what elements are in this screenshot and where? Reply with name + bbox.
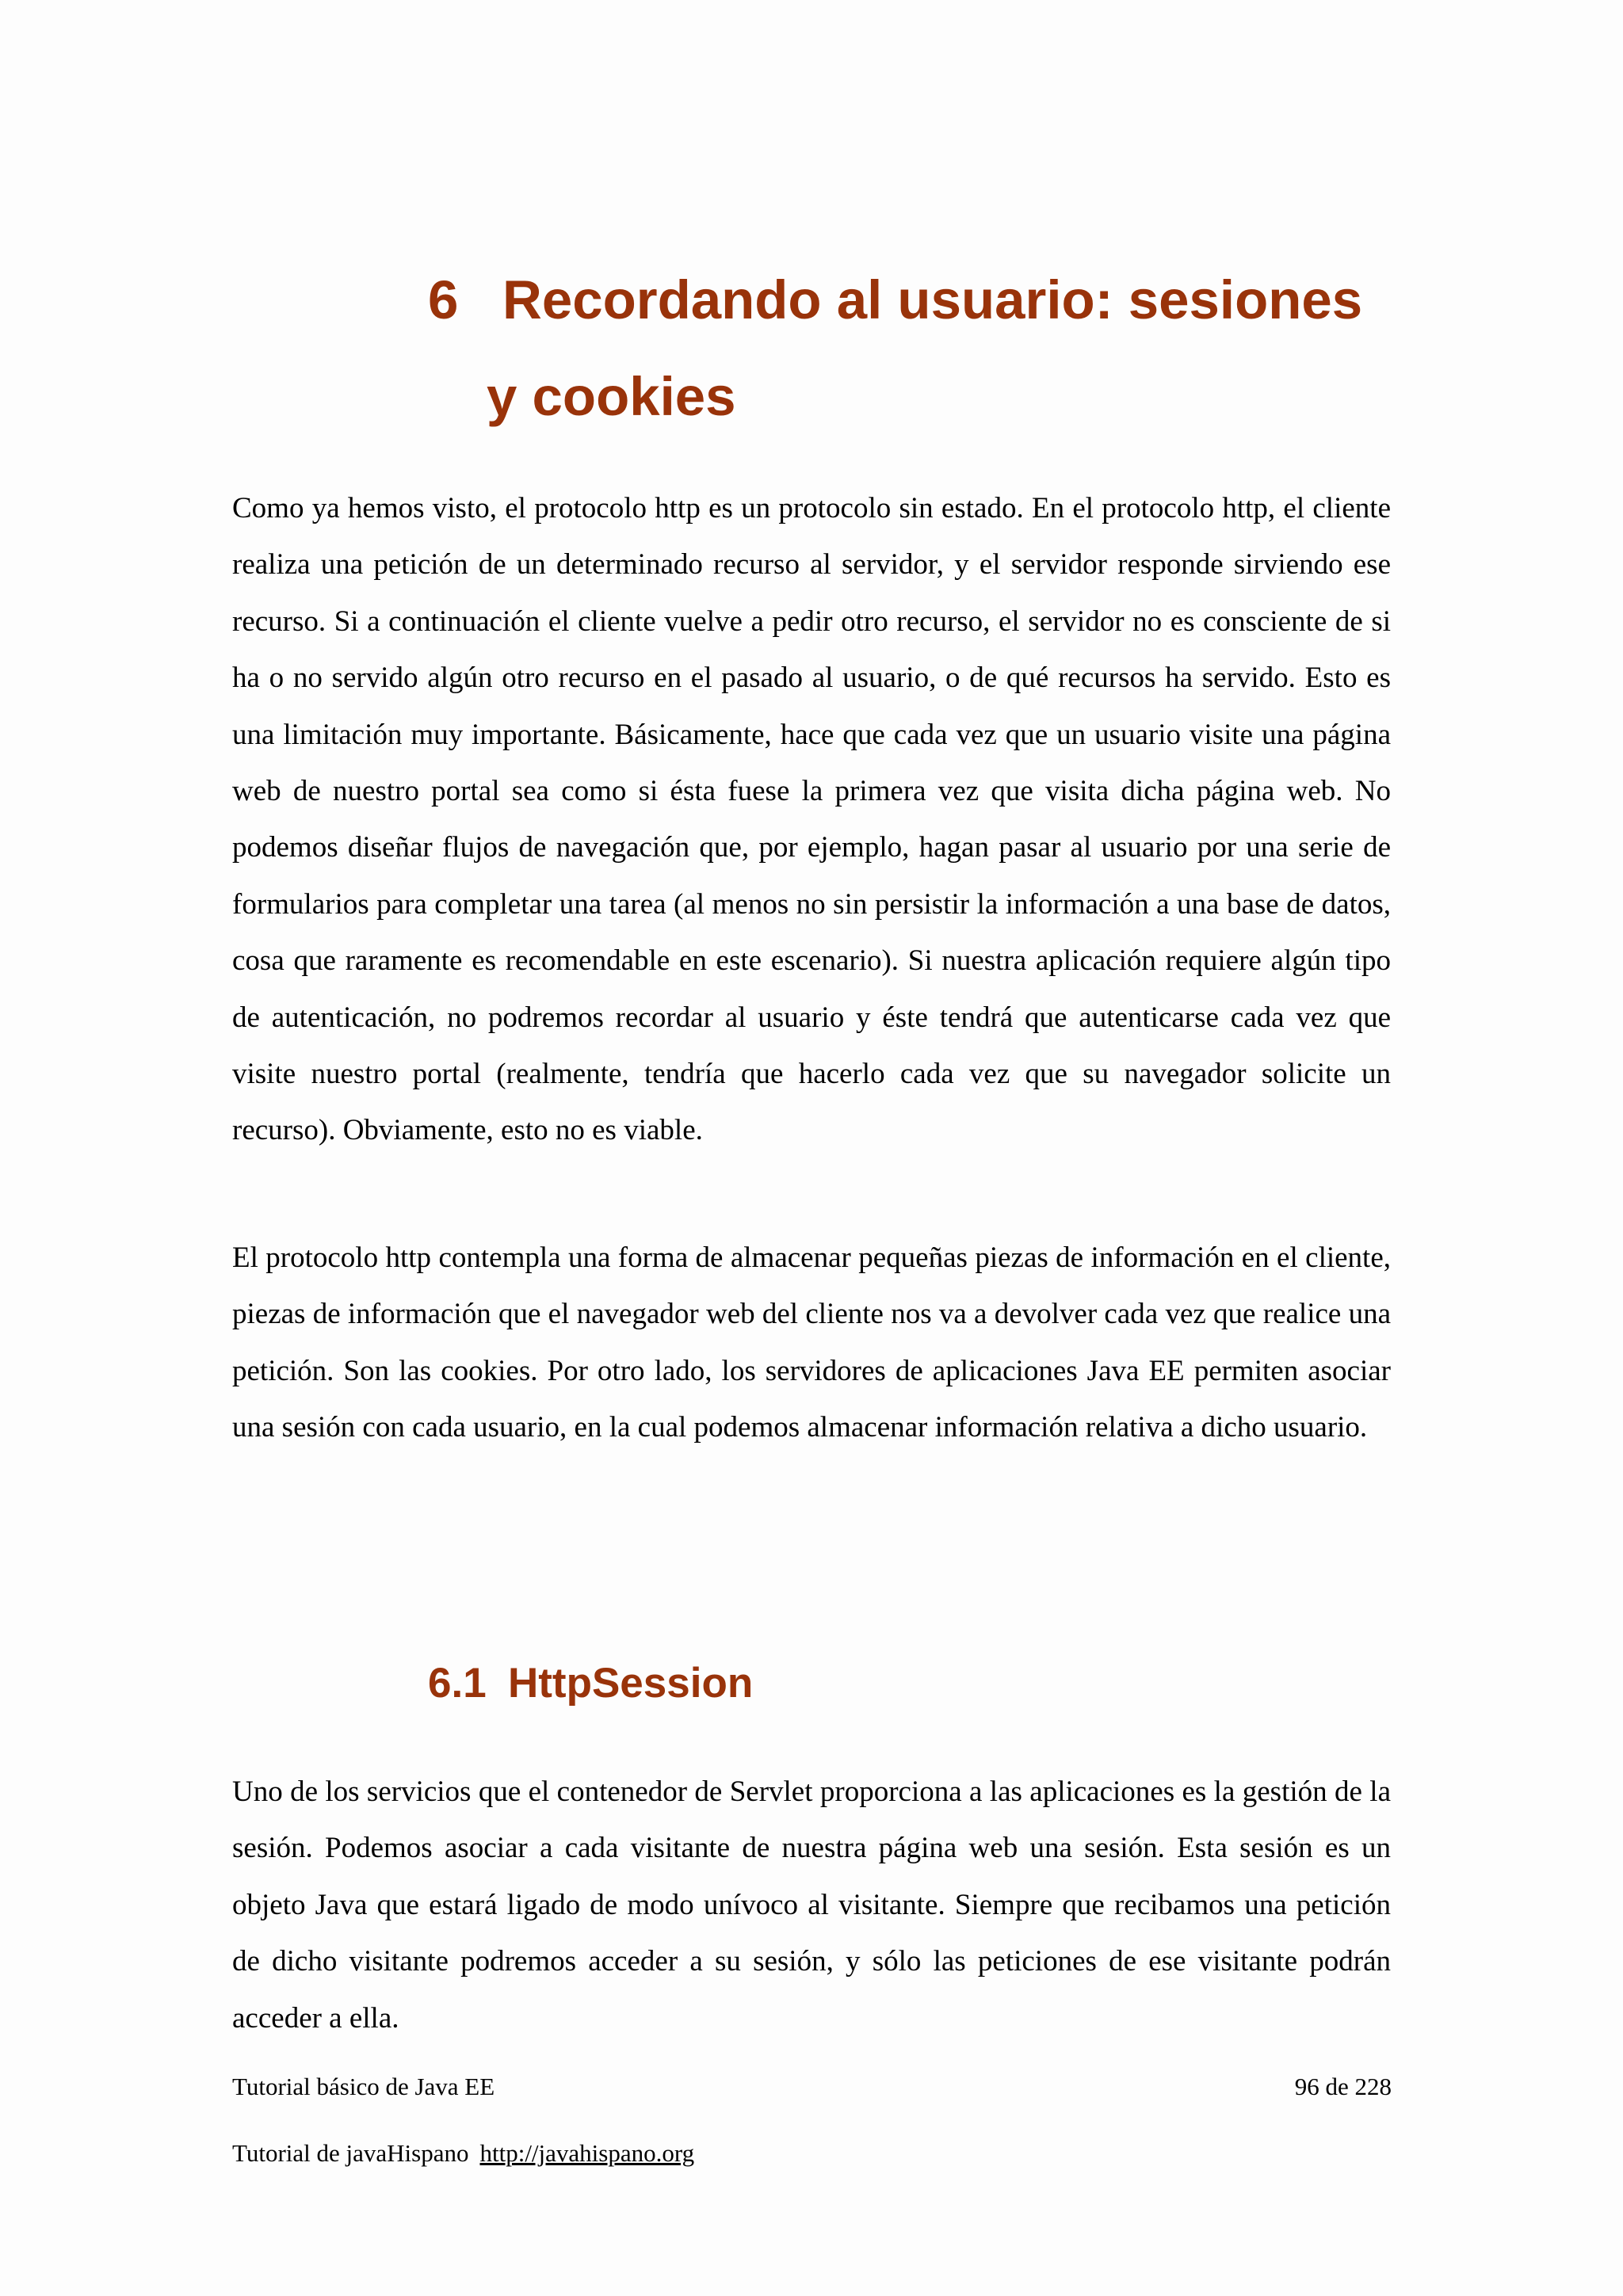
chapter-title [428, 252, 1458, 445]
body-paragraph-2: El protocolo http contempla una forma de almacenar pequeñas piezas de información en el cliente, piezas de información que el navegador web del cliente nos va a devolver cada vez que realice una petición. Son las cookies. Por otro lado, los servidores de aplicaciones Java EE permiten asociar una sesión con cada usuario, en la cual podemos almacenar información relativa a dicho usuario. [232, 1241, 1391, 1444]
chapter-title-line1: Recordando al usuario: sesiones [502, 269, 1363, 330]
section-paragraph: Uno de los servicios que el contenedor de Servlet proporciona a las aplicaciones es la gestión de la sesión. Podemos asociar a cada visitante de nuestra página web una sesión. Esta sesión es un objeto Java que estará ligado de modo unívoco al visitante. Siempre que recibamos una petición de dicho visitante podremos acceder a su sesión, y sólo las peticiones de ese visitante podrán acceder a ella. [232, 1775, 1391, 2035]
chapter-number: 6 [428, 269, 459, 330]
footer-book-title: Tutorial básico de Java EE [232, 2073, 495, 2100]
footer-publisher-text: Tutorial de javaHispano [232, 2139, 469, 2167]
section-title [428, 1652, 753, 1715]
footer-publisher-link[interactable]: http://javahispano.org [479, 2139, 695, 2167]
section-title-text: HttpSession [508, 1660, 754, 1707]
section-number: 6.1 [428, 1660, 487, 1707]
body-paragraph-1: Como ya hemos visto, el protocolo http es un protocolo sin estado. En el protocolo http, el cliente realiza una petición de un determinado recurso al servidor, y el servidor responde sirviendo ese recurso. Si a continuación el cliente vuelve a pedir otro recurso, el servidor no es consciente de si ha o no servido algún otro recurso en el pasado al usuario, o de qué recursos ha servido. Esto es una limitación muy importante. Básicamente, hace que cada vez que un usuario visite una página web de nuestro portal sea como si ésta fuese la primera vez que visita dicha página web. No podemos diseñar flujos de navegación que, por ejemplo, hagan pasar al usuario por una serie de formularios para completar una tarea (al menos no sin persistir la información a una base de datos, cosa que raramente es recomendable en este escenario). Si nuestra aplicación requiere algún tipo de autenticación, no podremos recordar al usuario y éste tendrá que autenticarse cada vez que visite nuestro portal (realmente, tendría que hacerlo cada vez que su navegador solicite un recurso). Obviamente, esto no es viable. [232, 492, 1391, 1147]
chapter-title-line2: y cookies [487, 366, 736, 427]
footer-publisher [232, 2136, 694, 2171]
footer-page-number: 96 de 228 [1294, 2073, 1392, 2100]
